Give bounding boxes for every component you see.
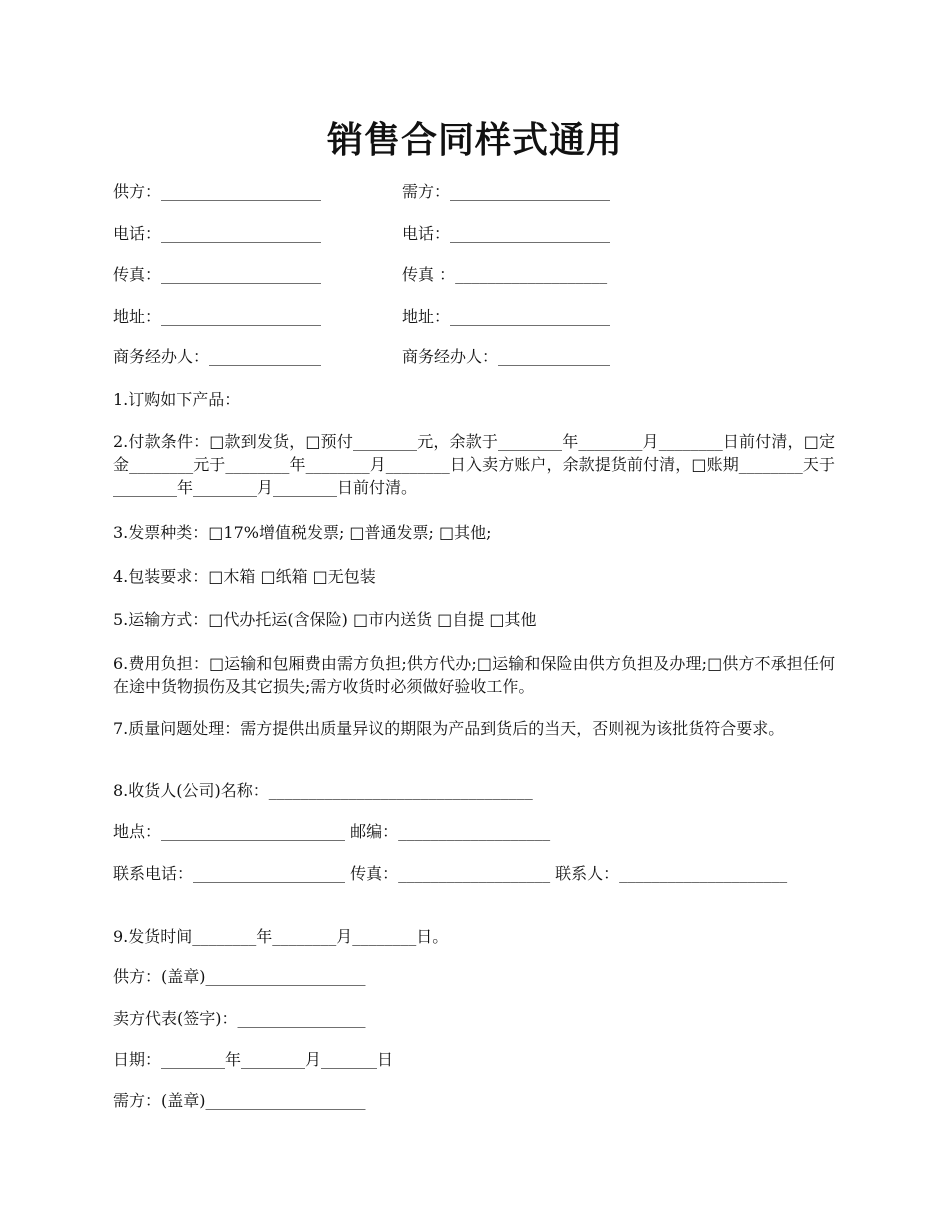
buyer-fax-field: 传真 ：___________________ bbox=[402, 265, 608, 284]
supplier-fax-field: 传真：____________________ bbox=[113, 265, 322, 284]
clause-5-transport: 5.运输方式：□代办托运(含保险) □市内送货 □自提 □其他 bbox=[113, 610, 537, 629]
supplier-agent-field: 商务经办人：______________ bbox=[113, 347, 322, 366]
supplier-phone-field: 电话：____________________ bbox=[113, 224, 322, 243]
buyer-field: 需方：____________________ bbox=[402, 182, 611, 201]
seller-rep-line: 卖方代表(签字)：________________ bbox=[113, 1009, 366, 1028]
buyer-agent-field: 商务经办人：______________ bbox=[402, 347, 611, 366]
buyer-phone-field: 电话：____________________ bbox=[402, 224, 611, 243]
buyer-seal-line: 需方：(盖章)____________________ bbox=[113, 1091, 366, 1110]
supplier-field: 供方：____________________ bbox=[113, 182, 322, 201]
clause-2-payment: 2.付款条件：□款到发货，□预付________元，余款于________年________月________日前付清，□定金________元于________年________月________日入卖方账户，余款提货前付清，□账期________天于________年________月________日前付清。 bbox=[113, 432, 835, 497]
buyer-address-field: 地址：____________________ bbox=[402, 307, 611, 326]
clause-4-packaging: 4.包装要求：□木箱 □纸箱 □无包装 bbox=[113, 567, 376, 586]
location-postcode-line: 地点：_______________________ 邮编：___________________ bbox=[113, 822, 551, 841]
date-line: 日期：________年________月_______日 bbox=[113, 1050, 394, 1069]
clause-7-quality: 7.质量问题处理：需方提供出质量异议的期限为产品到货后的当天，否则视为该批货符合要求。 bbox=[113, 719, 785, 738]
clause-1: 1.订购如下产品： bbox=[113, 390, 241, 409]
supplier-address-field: 地址：____________________ bbox=[113, 307, 322, 326]
clause-6-cost: 6.费用负担：□运输和包厢费由需方负担;供方代办;□运输和保险由供方负担及办理;□供方不承担任何在途中货物损伤及其它损失;需方收货时必须做好验收工作。 bbox=[113, 654, 835, 696]
supplier-seal-line: 供方：(盖章)____________________ bbox=[113, 967, 366, 986]
contact-line: 联系电话：___________________ 传真：___________________ 联系人：_____________________ bbox=[113, 864, 788, 883]
clause-9-ship-date: 9.发货时间________年________月________日。 bbox=[113, 927, 449, 946]
clause-3-invoice: 3.发票种类：□17%增值税发票; □普通发票; □其他; bbox=[113, 523, 492, 542]
clause-8-consignee: 8.收货人(公司)名称：_________________________________ bbox=[113, 781, 533, 800]
document-title: 销售合同样式通用 bbox=[326, 120, 623, 161]
